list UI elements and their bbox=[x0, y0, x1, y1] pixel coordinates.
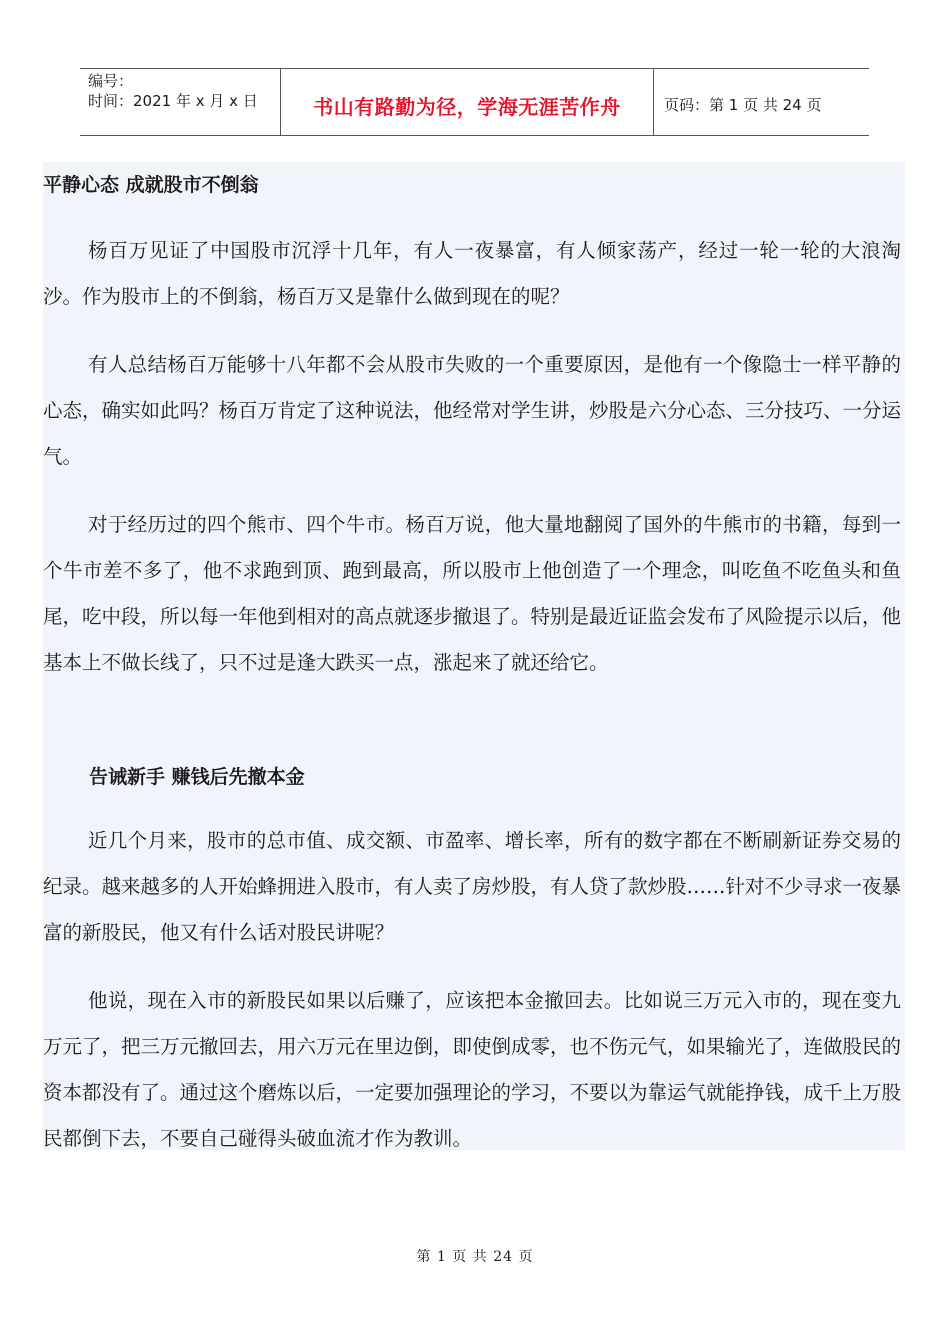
document-date-label: 时间：2021 年 x 月 x 日 bbox=[88, 92, 258, 110]
paragraph-4: 近几个月来，股市的总市值、成交额、市盈率、增长率，所有的数字都在不断刷新证券交易的纪录。越来越多的人开始蜂拥进入股市，有人卖了房炒股，有人贷了款炒股……针对不少寻求一夜暴富的新股民，他又有什么话对股民讲呢？ bbox=[43, 829, 902, 944]
header-motto: 书山有路勤为径，学海无涯苦作舟 bbox=[281, 69, 654, 135]
article-body bbox=[43, 162, 905, 1150]
paragraph-5: 他说，现在入市的新股民如果以后赚了，应该把本金撤回去。比如说三万元入市的，现在变九万元了，把三万元撤回去，用六万元在里边倒，即使倒成零，也不伤元气，如果输光了，连做股民的资本都没有了。通过这个磨炼以后，一定要加强理论的学习，不要以为靠运气就能挣钱，成千上万股民都倒下去，不要自己碰得头破血流才作为教训。 bbox=[43, 989, 902, 1150]
section-subtitle: 告诫新手 赚钱后先撤本金 bbox=[89, 766, 305, 788]
paragraph-3: 对于经历过的四个熊市、四个牛市。杨百万说，他大量地翻阅了国外的牛熊市的书籍，每到一个牛市差不多了，他不求跑到顶、跑到最高，所以股市上他创造了一个理念，叫吃鱼不吃鱼头和鱼尾，吃中段，所以每一年他到相对的高点就逐步撤退了。特别是最近证监会发布了风险提示以后，他基本上不做长线了，只不过是逢大跌买一点，涨起来了就还给它。 bbox=[43, 513, 902, 674]
header-table bbox=[80, 68, 869, 136]
paragraph-2: 有人总结杨百万能够十八年都不会从股市失败的一个重要原因，是他有一个像隐士一样平静的心态，确实如此吗？杨百万肯定了这种说法，他经常对学生讲，炒股是六分心态、三分技巧、一分运气。 bbox=[43, 353, 902, 468]
document-number-label: 编号： bbox=[88, 72, 134, 90]
article-title: 平静心态 成就股市不倒翁 bbox=[43, 174, 259, 196]
header-meta-cell bbox=[80, 69, 281, 135]
paragraph-1: 杨百万见证了中国股市沉浮十几年，有人一夜暴富，有人倾家荡产，经过一轮一轮的大浪淘沙。作为股市上的不倒翁，杨百万又是靠什么做到现在的呢？ bbox=[43, 239, 901, 308]
header-page-info: 页码：第 1 页 共 24 页 bbox=[664, 95, 822, 114]
page-footer: 第 1 页 共 24 页 bbox=[416, 1249, 534, 1265]
